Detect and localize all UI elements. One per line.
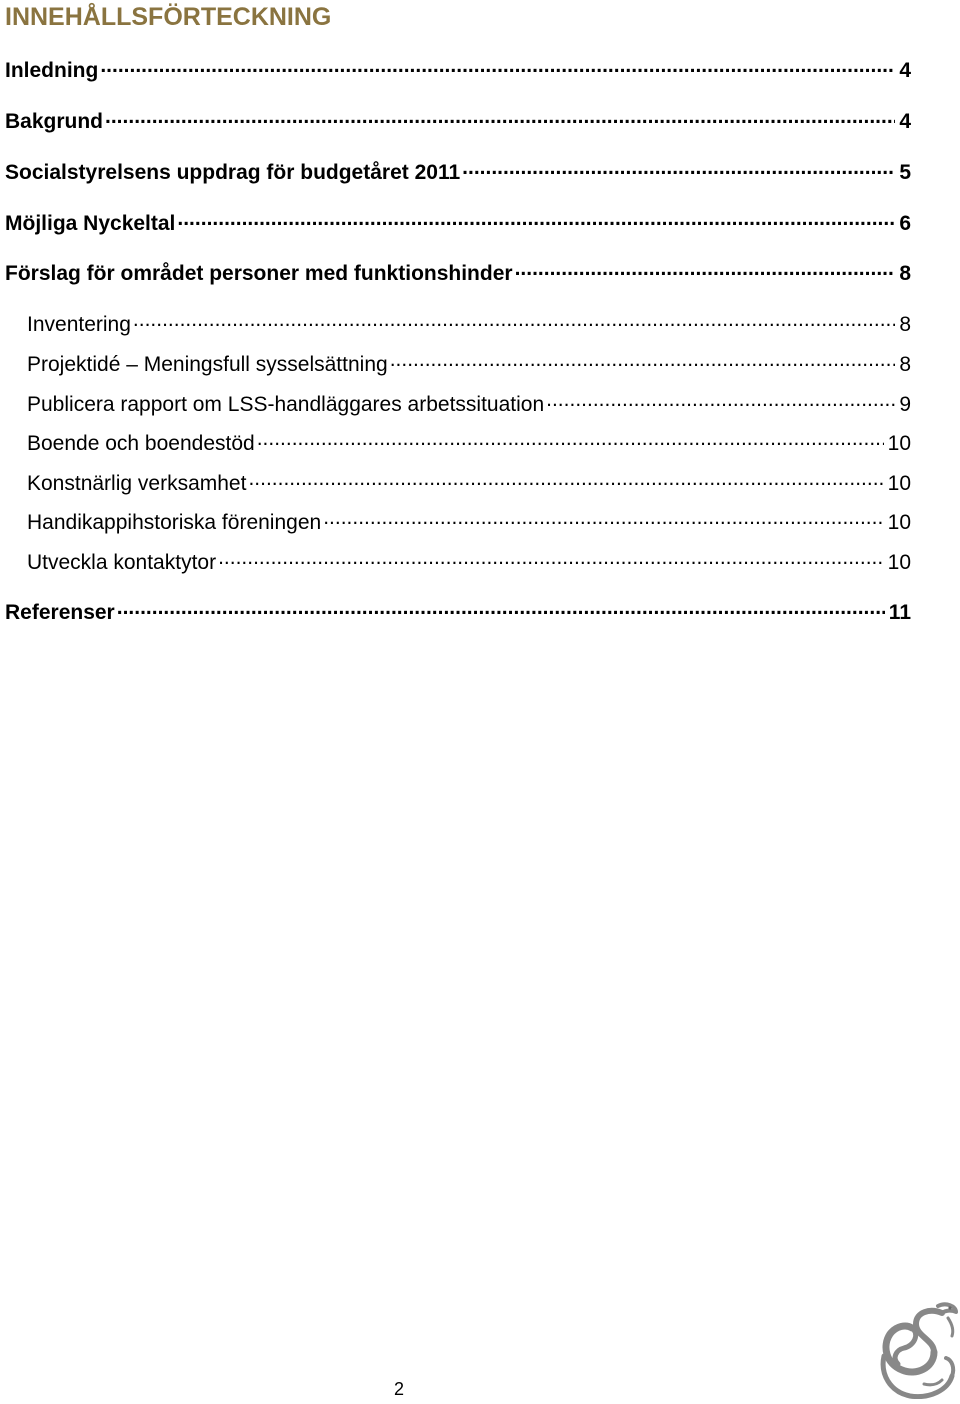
toc-entry-projektide[interactable] (27, 350, 911, 380)
toc-entry-kontaktytor[interactable] (27, 548, 911, 578)
toc-entry-page: 8 (899, 313, 911, 336)
toc-entry-boende[interactable] (27, 429, 911, 459)
toc-entry-handikapphistoriska[interactable] (27, 508, 911, 538)
toc-entry-mojliga-nyckeltal[interactable] (5, 209, 911, 239)
toc-entry-label: Handikappihstoriska föreningen (27, 511, 322, 534)
toc-entry-page: 10 (887, 472, 911, 495)
toc-entry-page: 4 (899, 110, 911, 133)
toc-entry-bakgrund[interactable] (5, 107, 911, 137)
toc-entry-page: 8 (899, 353, 911, 376)
toc-dot-leader (105, 107, 895, 128)
toc-dot-leader (218, 548, 884, 569)
toc-dot-leader (133, 310, 895, 331)
toc-dot-leader (248, 469, 883, 490)
toc-entry-inledning[interactable] (5, 56, 911, 86)
page-number: 2 (394, 1379, 405, 1399)
serpent-logo-icon (876, 1298, 960, 1399)
toc-entry-label: Referenser (5, 601, 115, 624)
toc-entry-label: Bakgrund (5, 110, 104, 133)
toc-entry-page: 6 (899, 212, 911, 235)
toc-entry-socialstyrelsens-uppdrag[interactable] (5, 158, 911, 188)
toc-dot-leader (100, 56, 895, 77)
toc-entry-page: 8 (899, 262, 911, 285)
toc-dot-leader (462, 158, 895, 179)
toc-entry-inventering[interactable] (27, 310, 911, 340)
toc-entry-label: Publicera rapport om LSS-handläggares arbetssituation (27, 393, 545, 416)
toc-entry-page: 9 (899, 393, 911, 416)
toc-dot-leader (257, 429, 884, 450)
toc-entry-page: 10 (887, 551, 911, 574)
toc-entry-page: 10 (887, 432, 911, 455)
toc-entry-referenser[interactable] (5, 598, 911, 628)
toc-entry-page: 4 (899, 59, 911, 82)
toc-entry-konstnarlig[interactable] (27, 469, 911, 499)
toc-entry-label: Möjliga Nyckeltal (5, 212, 176, 235)
toc-entry-label: Projektidé – Meningsfull sysselsättning (27, 353, 388, 376)
toc-entry-label: Förslag för området personer med funktionshinder (5, 262, 513, 285)
toc-dot-leader (177, 209, 895, 230)
toc-entry-label: Socialstyrelsens uppdrag för budgetåret 2011 (5, 161, 461, 184)
toc-entry-page: 10 (887, 511, 911, 534)
toc-dot-leader (117, 598, 885, 619)
toc-dot-leader (390, 350, 896, 371)
toc-entry-label: Inledning (5, 59, 99, 82)
toc-dot-leader (515, 259, 896, 280)
toc-entry-label: Inventering (27, 313, 131, 336)
toc-title: INNEHÅLLSFÖRTECKNING (5, 3, 332, 31)
toc-dot-leader (323, 508, 883, 529)
toc-entry-page: 5 (899, 161, 911, 184)
toc-entry-label: Boende och boendestöd (27, 432, 255, 455)
toc-entry-label: Utveckla kontaktytor (27, 551, 217, 574)
toc-entry-page: 11 (888, 601, 911, 624)
toc-entry-label: Konstnärlig verksamhet (27, 472, 247, 495)
toc-entry-forslag[interactable] (5, 259, 911, 289)
toc-dot-leader (546, 390, 895, 411)
toc-entry-publicera-rapport[interactable] (27, 390, 911, 420)
